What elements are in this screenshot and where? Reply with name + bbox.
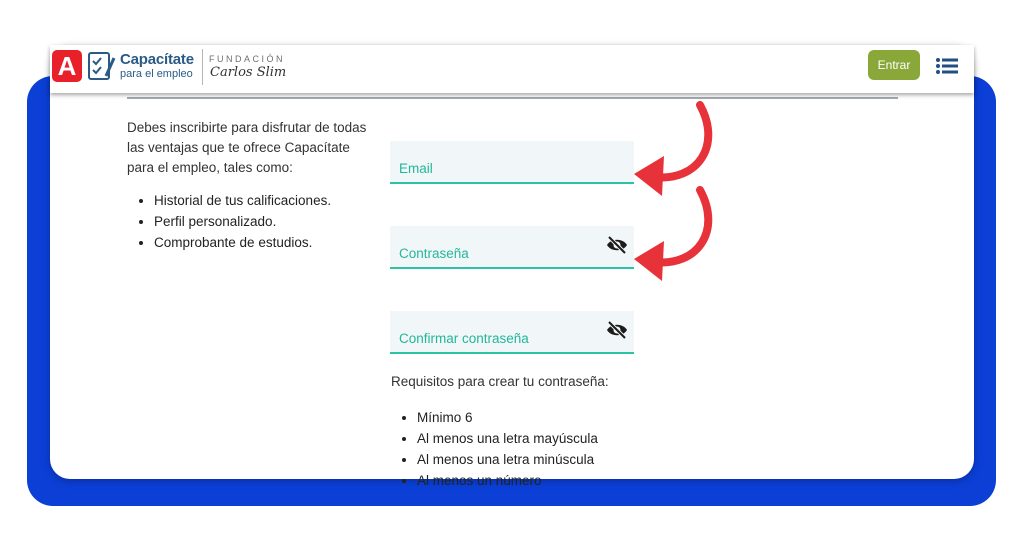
brand-title: Capacítate xyxy=(120,51,194,68)
password-field[interactable] xyxy=(390,226,634,267)
red-curved-arrow-icon xyxy=(630,185,720,285)
email-field-container xyxy=(390,141,634,184)
list-menu-icon[interactable] xyxy=(936,58,958,74)
benefits-list xyxy=(142,190,331,253)
foundation-label: FUNDACIÓN xyxy=(209,54,285,64)
list-item: • Al menos una letra mayúscula xyxy=(417,428,598,449)
enter-button[interactable]: Entrar xyxy=(868,50,920,80)
password-field-container xyxy=(390,226,634,269)
list-item: • Historial de tus calificaciones. xyxy=(154,190,331,211)
brand-divider xyxy=(202,49,203,85)
confirm-password-field-container xyxy=(390,311,634,354)
email-field[interactable] xyxy=(390,141,634,182)
brand-logo-a[interactable]: A xyxy=(52,50,82,82)
eye-slash-icon[interactable] xyxy=(606,321,628,339)
brand-subtitle: para el empleo xyxy=(120,68,193,80)
checklist-logo-icon xyxy=(86,50,116,82)
list-item: • Mínimo 6 xyxy=(417,407,598,428)
foundation-name: Carlos Slim xyxy=(210,65,287,80)
site-header xyxy=(50,45,974,93)
screenshot-card xyxy=(50,45,974,488)
intro-text: Debes inscribirte para disfrutar de todas las ventajas que te ofrece Capacítate para el empleo, tales como: xyxy=(127,120,367,175)
eye-slash-icon[interactable] xyxy=(606,236,628,254)
section-divider xyxy=(127,97,898,99)
password-requirements-list xyxy=(405,407,598,491)
list-item: • Al menos una letra minúscula xyxy=(417,449,598,470)
list-item: • Comprobante de estudios. xyxy=(154,232,331,253)
list-item: • Perfil personalizado. xyxy=(154,211,331,232)
password-requirements-title: Requisitos para crear tu contraseña: xyxy=(391,374,609,389)
confirm-password-field[interactable] xyxy=(390,311,634,352)
list-item: • Al menos un número xyxy=(417,470,598,491)
